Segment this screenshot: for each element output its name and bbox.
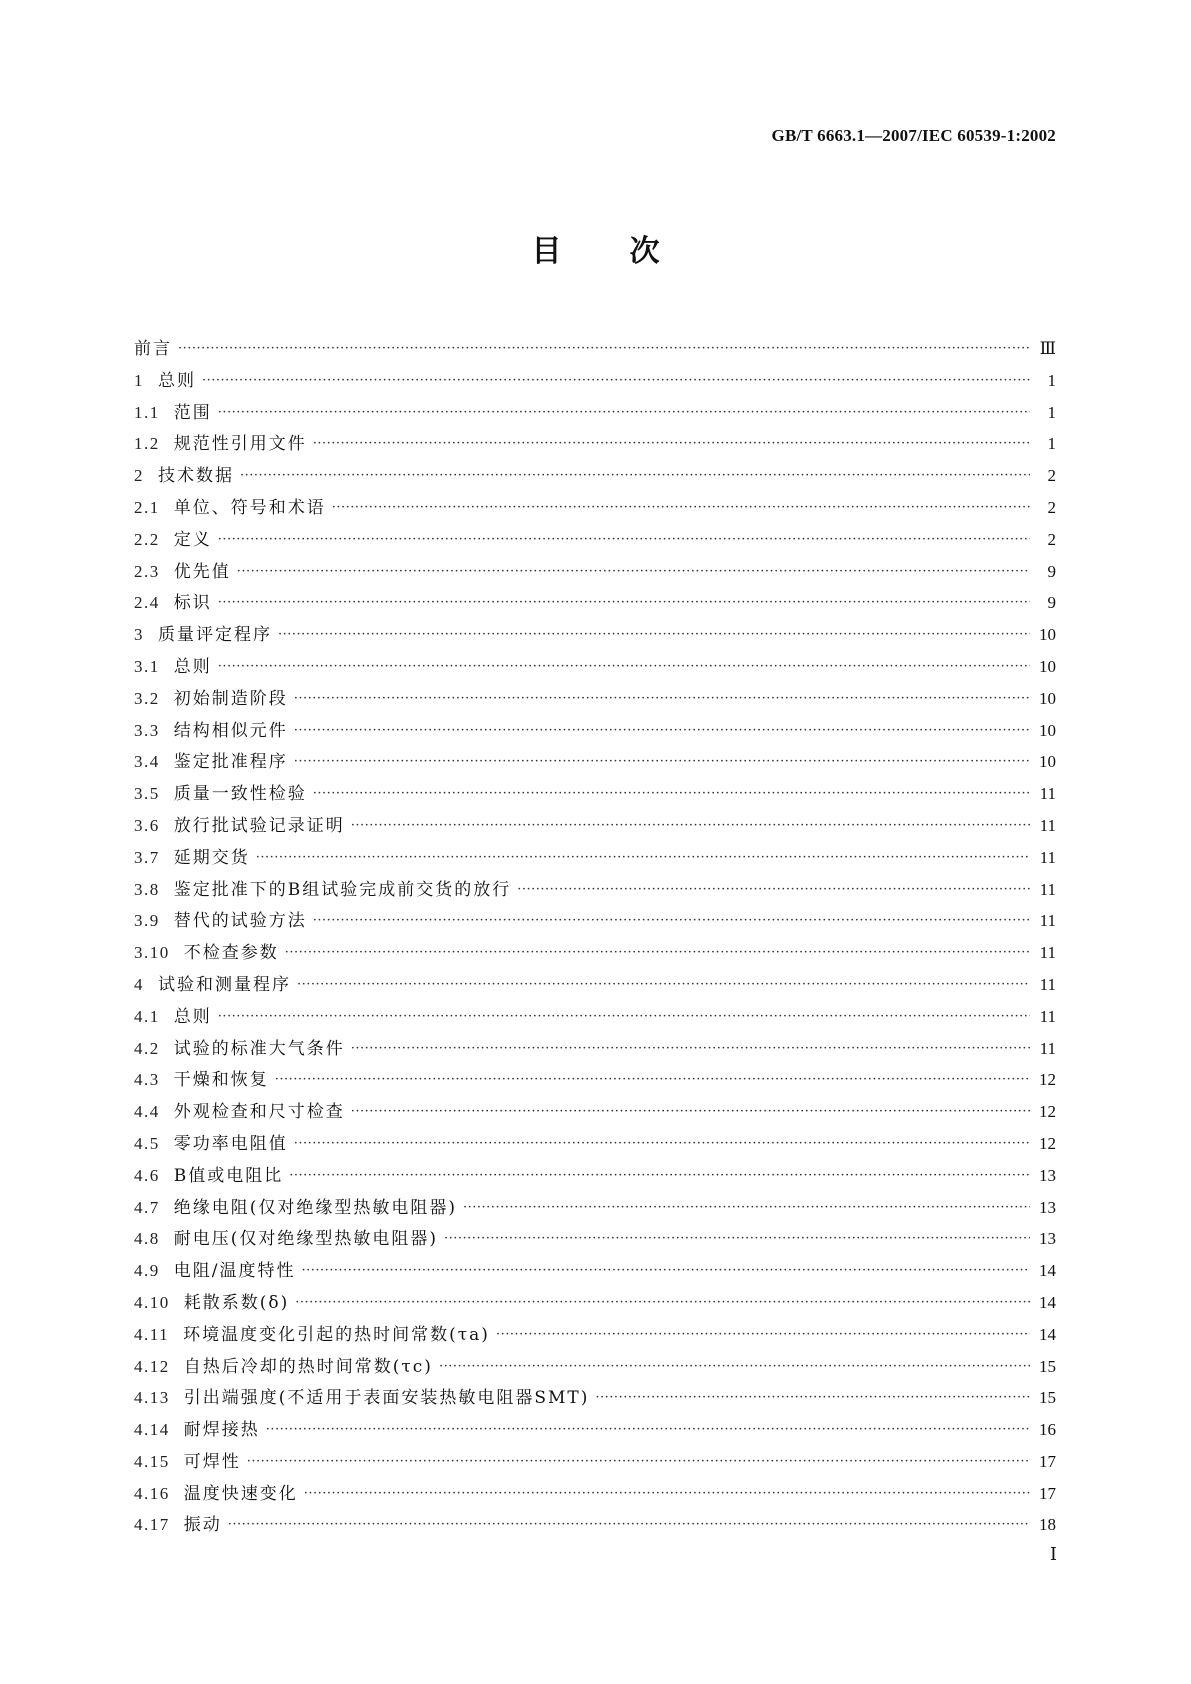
toc-entry-page: 16 [1039, 1420, 1056, 1440]
toc-entry[interactable] [134, 1161, 1056, 1193]
toc-entry[interactable] [134, 1320, 1056, 1352]
toc-dot-leader [294, 1136, 1030, 1151]
page-number: Ⅰ [1049, 1544, 1057, 1564]
toc-entry-title: 放行批试验记录证明 [173, 815, 345, 836]
toc-entry-page: 1 [1047, 370, 1056, 390]
toc-entry-title: 总则 [173, 656, 212, 677]
toc-dot-leader [313, 436, 1030, 451]
toc-dot-leader [332, 500, 1030, 515]
toc-entry[interactable] [134, 429, 1056, 461]
toc-entry-number: 4.11 [134, 1324, 170, 1344]
toc-entry-number: 3.6 [134, 815, 160, 835]
toc-entry-page: 9 [1047, 593, 1056, 613]
toc-entry-number: 1.2 [134, 434, 160, 454]
toc-entry-page: 10 [1039, 752, 1056, 772]
toc-entry-number: 4.7 [134, 1197, 160, 1217]
toc-dot-leader [496, 1327, 1030, 1342]
toc-entry-title: 电阻/温度特性 [173, 1261, 296, 1282]
toc-entry-page: 18 [1039, 1515, 1056, 1535]
toc-entry-number: 4.15 [134, 1451, 170, 1471]
standard-code: GB/T 6663.1—2007/IEC 60539-1:2002 [771, 126, 1056, 145]
toc-entry-page: 11 [1039, 1006, 1056, 1026]
toc-entry-page: 13 [1039, 1197, 1056, 1217]
toc-entry-title: 鉴定批准程序 [173, 752, 288, 773]
toc-entry[interactable] [134, 875, 1056, 907]
toc-entry-page: 15 [1039, 1356, 1056, 1376]
toc-entry-title: 范围 [173, 402, 212, 423]
toc-entry-title: 替代的试验方法 [173, 911, 307, 932]
page-title-char-2: 次 [629, 234, 660, 269]
toc-dot-leader [178, 341, 1030, 356]
toc-entry-page: 1 [1047, 402, 1056, 422]
toc-entry-page: 11 [1039, 1038, 1056, 1058]
toc-entry[interactable] [134, 557, 1056, 589]
toc-entry-title: 标识 [173, 593, 212, 614]
toc-entry-number: 4.12 [134, 1356, 170, 1376]
toc-entry[interactable] [134, 1129, 1056, 1161]
toc-dot-leader [294, 754, 1030, 769]
toc-entry[interactable] [134, 1352, 1056, 1384]
table-of-contents [134, 334, 1056, 1542]
toc-entry-page: 11 [1039, 943, 1056, 963]
toc-dot-leader [228, 1517, 1030, 1532]
toc-dot-leader [240, 468, 1030, 483]
toc-entry-number: 2.3 [134, 561, 160, 581]
toc-dot-leader [351, 1104, 1030, 1119]
toc-entry[interactable] [134, 1288, 1056, 1320]
toc-entry-number: 4.10 [134, 1292, 170, 1312]
toc-dot-leader [351, 1041, 1030, 1056]
toc-dot-leader [313, 786, 1030, 801]
toc-entry[interactable] [134, 1002, 1056, 1034]
toc-entry-title: 自热后冷却的热时间常数(τc) [183, 1356, 433, 1377]
toc-entry-number: 3.3 [134, 720, 160, 740]
toc-dot-leader [294, 723, 1030, 738]
toc-entry[interactable] [134, 1193, 1056, 1225]
toc-dot-leader [439, 1359, 1030, 1374]
toc-entry-title: 不检查参数 [183, 943, 279, 964]
toc-entry-number: 1.1 [134, 402, 160, 422]
toc-entry-page: 10 [1039, 625, 1056, 645]
toc-entry[interactable] [134, 1065, 1056, 1097]
toc-entry-title: 引出端强度(不适用于表面安装热敏电阻器SMT) [183, 1388, 590, 1409]
toc-dot-leader [218, 405, 1030, 420]
toc-entry-number: 4.14 [134, 1420, 170, 1440]
toc-entry-number: 4.17 [134, 1515, 170, 1535]
toc-entry-page: 14 [1039, 1292, 1056, 1312]
toc-entry-number: 2.4 [134, 593, 160, 613]
toc-dot-leader [218, 659, 1030, 674]
toc-entry-number: 4.9 [134, 1261, 160, 1281]
toc-entry-number: 3.8 [134, 879, 160, 899]
toc-dot-leader [218, 595, 1030, 610]
toc-entry[interactable] [134, 525, 1056, 557]
toc-entry-number: 3.1 [134, 656, 160, 676]
toc-entry-page: 10 [1039, 688, 1056, 708]
toc-entry[interactable] [134, 938, 1056, 970]
toc-entry-title: 可焊性 [183, 1451, 241, 1472]
toc-entry-page: 2 [1047, 466, 1056, 486]
toc-entry-title: 初始制造阶段 [173, 688, 288, 709]
toc-dot-leader [294, 691, 1030, 706]
toc-dot-leader [351, 818, 1030, 833]
toc-entry-number: 4.6 [134, 1165, 160, 1185]
toc-entry[interactable] [134, 1415, 1056, 1447]
toc-entry-page: 10 [1039, 720, 1056, 740]
toc-entry-page: 12 [1039, 1133, 1056, 1153]
toc-entry-number: 3.5 [134, 784, 160, 804]
toc-dot-leader [517, 882, 1030, 897]
toc-entry-title: 技术数据 [158, 466, 234, 487]
toc-entry-page: 17 [1039, 1451, 1056, 1471]
toc-entry-title: 干燥和恢复 [173, 1070, 269, 1091]
toc-entry-title: 鉴定批准下的B组试验完成前交货的放行 [173, 879, 512, 900]
toc-entry-title: 耗散系数(δ) [183, 1292, 290, 1313]
toc-entry[interactable] [134, 366, 1056, 398]
toc-dot-leader [237, 564, 1030, 579]
toc-entry-title: 质量一致性检验 [173, 784, 307, 805]
toc-entry-page: 11 [1039, 815, 1056, 835]
toc-entry[interactable] [134, 398, 1056, 430]
toc-dot-leader [295, 1295, 1030, 1310]
toc-entry[interactable] [134, 1097, 1056, 1129]
toc-dot-leader [313, 913, 1030, 928]
toc-entry-title: 优先值 [173, 561, 231, 582]
toc-entry[interactable] [134, 652, 1056, 684]
toc-entry[interactable] [134, 588, 1056, 620]
toc-dot-leader [463, 1200, 1030, 1215]
toc-entry-title: 环境温度变化引起的热时间常数(τa) [183, 1324, 490, 1345]
toc-entry-number: 3.9 [134, 911, 160, 931]
toc-entry-page: 10 [1039, 656, 1056, 676]
toc-dot-leader [285, 945, 1030, 960]
toc-dot-leader [444, 1231, 1030, 1246]
toc-entry-number: 3 [134, 625, 144, 645]
toc-entry-number: 4.13 [134, 1388, 170, 1408]
toc-entry-page: 1 [1047, 434, 1056, 454]
toc-dot-leader [595, 1390, 1030, 1405]
toc-entry-title: 外观检查和尺寸检查 [173, 1102, 345, 1123]
toc-dot-leader [256, 850, 1030, 865]
toc-entry-title: 质量评定程序 [158, 625, 272, 646]
toc-dot-leader [278, 627, 1030, 642]
toc-entry[interactable] [134, 811, 1056, 843]
toc-entry-number: 4.5 [134, 1133, 160, 1153]
toc-entry-number: 3.10 [134, 943, 170, 963]
toc-entry-number: 4 [134, 974, 144, 994]
toc-dot-leader [297, 977, 1030, 992]
toc-entry-title: 耐焊接热 [183, 1420, 260, 1441]
toc-entry[interactable] [134, 1510, 1056, 1542]
toc-entry-title: 单位、符号和术语 [173, 497, 326, 518]
toc-dot-leader [289, 1168, 1030, 1183]
toc-entry-number: 4.16 [134, 1483, 170, 1503]
toc-entry[interactable] [134, 461, 1056, 493]
toc-dot-leader [202, 373, 1030, 388]
toc-entry-page: 14 [1039, 1324, 1056, 1344]
toc-dot-leader [218, 1009, 1030, 1024]
toc-entry-title: 试验和测量程序 [158, 974, 291, 995]
toc-entry-page: 11 [1039, 911, 1056, 931]
toc-entry[interactable] [134, 334, 1056, 366]
toc-entry-number: 4.4 [134, 1102, 160, 1122]
toc-entry[interactable] [134, 1224, 1056, 1256]
toc-entry[interactable] [134, 843, 1056, 875]
toc-entry-number: 3.4 [134, 752, 160, 772]
toc-entry-number: 3.2 [134, 688, 160, 708]
toc-entry-page: 11 [1039, 974, 1056, 994]
toc-entry-title: 振动 [183, 1515, 222, 1536]
toc-entry-page: 15 [1039, 1388, 1056, 1408]
toc-entry-page: 13 [1039, 1229, 1056, 1249]
toc-entry-number: 2.2 [134, 529, 160, 549]
toc-entry-number: 2 [134, 466, 144, 486]
toc-entry-title: 试验的标准大气条件 [173, 1038, 345, 1059]
toc-dot-leader [304, 1486, 1030, 1501]
toc-entry[interactable] [134, 1256, 1056, 1288]
toc-entry[interactable] [134, 1447, 1056, 1479]
toc-entry[interactable] [134, 906, 1056, 938]
toc-entry-number: 4.8 [134, 1229, 160, 1249]
toc-entry-page: Ⅲ [1039, 339, 1056, 358]
toc-entry-title: 总则 [173, 1006, 212, 1027]
toc-entry-title: B值或电阻比 [173, 1165, 284, 1186]
toc-entry-title: 延期交货 [173, 847, 250, 868]
toc-entry[interactable] [134, 747, 1056, 779]
toc-entry-page: 13 [1039, 1165, 1056, 1185]
toc-entry-page: 17 [1039, 1483, 1056, 1503]
toc-entry-title: 结构相似元件 [173, 720, 288, 741]
toc-entry-title: 耐电压(仅对绝缘型热敏电阻器) [173, 1229, 439, 1250]
page-title-char-1: 目 [531, 234, 562, 269]
page-title [0, 226, 1191, 270]
toc-entry-page: 12 [1039, 1102, 1056, 1122]
toc-entry-number: 4.1 [134, 1006, 160, 1026]
toc-entry[interactable] [134, 1479, 1056, 1511]
toc-entry[interactable] [134, 493, 1056, 525]
toc-entry-page: 11 [1039, 879, 1056, 899]
toc-entry-number: 4.2 [134, 1038, 160, 1058]
toc-entry-page: 14 [1039, 1261, 1056, 1281]
toc-dot-leader [218, 532, 1030, 547]
toc-entry-title: 温度快速变化 [183, 1483, 298, 1504]
toc-entry-number: 2.1 [134, 497, 160, 517]
toc-entry-page: 9 [1047, 561, 1056, 581]
toc-entry-number: 3.7 [134, 847, 160, 867]
toc-entry-number: 1 [134, 370, 144, 390]
toc-entry-title: 零功率电阻值 [173, 1133, 288, 1154]
toc-entry-title: 绝缘电阻(仅对绝缘型热敏电阻器) [173, 1197, 458, 1218]
toc-entry-page: 11 [1039, 784, 1056, 804]
toc-entry[interactable] [134, 620, 1056, 652]
toc-entry-title: 规范性引用文件 [173, 434, 307, 455]
toc-entry-title: 前言 [134, 339, 172, 359]
toc-entry[interactable] [134, 716, 1056, 748]
toc-dot-leader [301, 1263, 1030, 1278]
toc-entry[interactable] [134, 1383, 1056, 1415]
toc-entry[interactable] [134, 1034, 1056, 1066]
toc-entry-number: 4.3 [134, 1070, 160, 1090]
toc-dot-leader [266, 1422, 1030, 1437]
toc-entry-page: 2 [1047, 529, 1056, 549]
toc-entry-title: 总则 [158, 370, 196, 391]
toc-entry[interactable] [134, 684, 1056, 716]
toc-dot-leader [275, 1072, 1030, 1087]
toc-entry-title: 定义 [173, 529, 212, 550]
toc-entry-page: 2 [1047, 497, 1056, 517]
toc-entry-page: 12 [1039, 1070, 1056, 1090]
toc-entry[interactable] [134, 779, 1056, 811]
toc-entry[interactable] [134, 970, 1056, 1002]
toc-dot-leader [247, 1454, 1030, 1469]
toc-entry-page: 11 [1039, 847, 1056, 867]
